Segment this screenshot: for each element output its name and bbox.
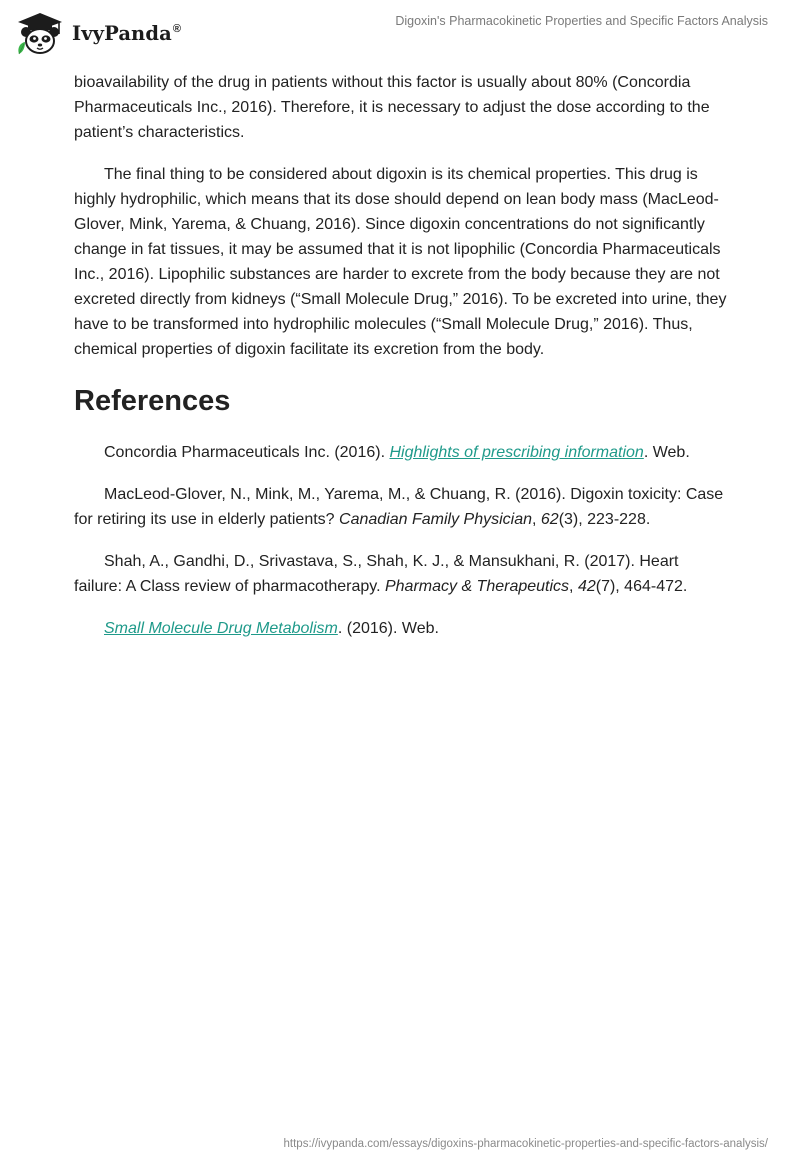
panda-mascot-icon: [14, 10, 66, 56]
brand-name: IvyPanda®: [72, 21, 182, 45]
source-url[interactable]: https://ivypanda.com/essays/digoxins-pharmacokinetic-properties-and-specific-factors-analysis/: [283, 1138, 768, 1150]
body-paragraph: bioavailability of the drug in patients without this factor is usually about 80% (Concordia Pharmaceuticals Inc., 2016). Therefore, it is necessary to adjust the dose according to the patient’s characteristics.: [74, 74, 710, 141]
reference-item: Shah, A., Gandhi, D., Srivastava, S., Shah, K. J., & Mansukhani, R. (2017). Heart failure: A Class review of pharmacotherapy. Pharmacy & Therapeutics, 42(7), 464-472.: [74, 553, 688, 595]
references-heading: References: [74, 385, 231, 417]
ivypanda-logo[interactable]: [14, 10, 181, 56]
reference-item: Small Molecule Drug Metabolism. (2016). Web.: [104, 620, 439, 637]
journal-title: Canadian Family Physician: [339, 511, 532, 528]
journal-volume: 42: [577, 578, 596, 595]
reference-link[interactable]: Highlights of prescribing information: [389, 444, 644, 461]
essay-content: [74, 70, 730, 658]
document-title: Digoxin's Pharmacokinetic Properties and Specific Factors Analysis: [395, 14, 768, 28]
registered-mark: ®: [172, 23, 182, 35]
reference-item: MacLeod-Glover, N., Mink, M., Yarema, M., & Chuang, R. (2016). Digoxin toxicity: Case for retiring its use in elderly patients? Canadian Family Physician, 62(3), 223-228.: [74, 486, 724, 528]
journal-volume: 62: [540, 511, 559, 528]
body-paragraph: The final thing to be considered about digoxin is its chemical properties. This drug is highly hydrophilic, which means that its dose should depend on lean body mass (MacLeod-Glover, Mink, Yarema, & Chuang, 2016). Since digoxin concentrations do not significantly change in fat tissues, it may be assumed that it is not lipophilic (Concordia Pharmaceuticals Inc., 2016). Lipophilic substances are harder to excrete from the body because they are not excreted directly from kidneys (“Small Molecule Drug,” 2016). To be excreted into urine, they have to be transformed into hydrophilic molecules (“Small Molecule Drug,” 2016). Thus, chemical properties of digoxin facilitate its excretion from the body.: [74, 166, 727, 358]
page-header: [0, 0, 800, 64]
reference-item: Concordia Pharmaceuticals Inc. (2016). Highlights of prescribing information. Web.: [104, 444, 690, 461]
journal-title: Pharmacy & Therapeutics: [384, 578, 570, 595]
reference-link[interactable]: Small Molecule Drug Metabolism: [104, 620, 338, 637]
